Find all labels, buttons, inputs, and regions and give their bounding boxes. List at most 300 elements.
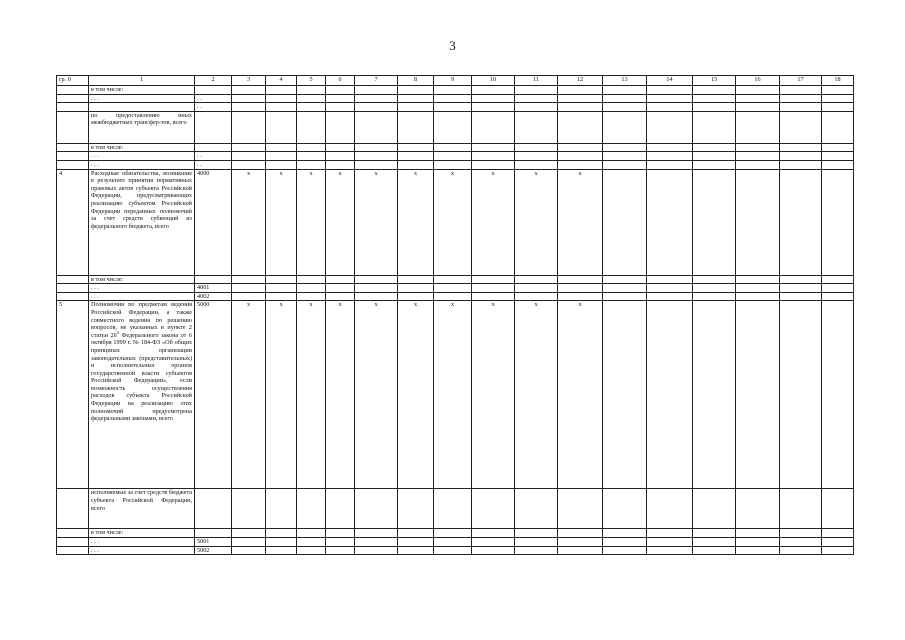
table-row (57, 143, 854, 152)
x-mark-cell: x (515, 301, 558, 489)
header-cell: 17 (780, 76, 822, 86)
code-cell (195, 275, 232, 284)
value-cell (693, 103, 736, 112)
x-mark-cell: x (266, 169, 297, 275)
x-mark-cell: x (232, 169, 266, 275)
description-cell: Расходные обязательства, возникшие в результате принятия нормативных правовых актов субъекта Российской Федерации, предусматривающих реализацию субъектом Российской Федерации переданных полномочий за счет средств субвенций из федерального бюджета, всего (89, 169, 195, 275)
value-cell (736, 103, 780, 112)
value-cell (693, 111, 736, 143)
value-cell (515, 284, 558, 293)
description-cell: . . . (89, 94, 195, 103)
value-cell (434, 546, 472, 555)
value-cell (558, 143, 603, 152)
description-cell: в том числе: (89, 275, 195, 284)
description-cell: в том числе: (89, 86, 195, 95)
value-cell (693, 275, 736, 284)
value-cell (647, 546, 693, 555)
value-cell (603, 169, 647, 275)
value-cell (780, 111, 822, 143)
value-cell (266, 143, 297, 152)
x-mark-cell: x (472, 169, 515, 275)
value-cell (297, 160, 326, 169)
value-cell (266, 94, 297, 103)
value-cell (472, 152, 515, 161)
header-cell: 2 (195, 76, 232, 86)
value-cell (297, 546, 326, 555)
value-cell (472, 292, 515, 301)
value-cell (266, 152, 297, 161)
page-number: 3 (449, 38, 456, 53)
value-cell (558, 275, 603, 284)
value-cell (355, 94, 398, 103)
value-cell (266, 284, 297, 293)
value-cell (822, 537, 854, 546)
header-cell: 14 (647, 76, 693, 86)
value-cell (822, 529, 854, 538)
value-cell (326, 94, 355, 103)
value-cell (780, 94, 822, 103)
x-mark-cell: x (434, 301, 472, 489)
value-cell (326, 111, 355, 143)
value-cell (515, 529, 558, 538)
value-cell (693, 160, 736, 169)
value-cell (780, 169, 822, 275)
value-cell (434, 537, 472, 546)
value-cell (736, 94, 780, 103)
value-cell (434, 489, 472, 529)
header-cell: 9 (434, 76, 472, 86)
value-cell (232, 275, 266, 284)
code-cell (195, 143, 232, 152)
x-mark-cell: x (398, 169, 434, 275)
row-number-cell (57, 143, 89, 152)
row-number-cell (57, 292, 89, 301)
x-mark-cell: x (232, 301, 266, 489)
value-cell (355, 284, 398, 293)
description-cell: по предоставлению иных межбюджетных трансфер-тов, всего (89, 111, 195, 143)
value-cell (326, 546, 355, 555)
value-cell (266, 292, 297, 301)
value-cell (434, 94, 472, 103)
x-mark-cell: x (558, 301, 603, 489)
value-cell (297, 103, 326, 112)
value-cell (297, 86, 326, 95)
value-cell (398, 489, 434, 529)
value-cell (603, 489, 647, 529)
value-cell (472, 143, 515, 152)
value-cell (297, 111, 326, 143)
header-cell: гр. 0 (57, 76, 89, 86)
value-cell (398, 86, 434, 95)
value-cell (647, 152, 693, 161)
value-cell (515, 537, 558, 546)
value-cell (355, 292, 398, 301)
value-cell (780, 143, 822, 152)
x-mark-cell: x (398, 301, 434, 489)
value-cell (780, 103, 822, 112)
value-cell (780, 301, 822, 489)
value-cell (232, 489, 266, 529)
value-cell (515, 103, 558, 112)
value-cell (736, 143, 780, 152)
value-cell (693, 301, 736, 489)
value-cell (355, 152, 398, 161)
value-cell (822, 546, 854, 555)
value-cell (558, 529, 603, 538)
code-cell: 5001 (195, 537, 232, 546)
header-cell: 7 (355, 76, 398, 86)
value-cell (472, 103, 515, 112)
value-cell (647, 169, 693, 275)
code-cell (195, 86, 232, 95)
value-cell (693, 143, 736, 152)
x-mark-cell: x (434, 169, 472, 275)
value-cell (603, 152, 647, 161)
description-cell: . . . (89, 546, 195, 555)
value-cell (603, 275, 647, 284)
x-mark-cell: x (472, 301, 515, 489)
value-cell (693, 537, 736, 546)
value-cell (647, 160, 693, 169)
header-cell: 3 (232, 76, 266, 86)
value-cell (558, 537, 603, 546)
x-mark-cell: x (297, 301, 326, 489)
value-cell (736, 489, 780, 529)
value-cell (326, 537, 355, 546)
code-cell: . . (195, 152, 232, 161)
value-cell (780, 160, 822, 169)
code-cell: 5002 (195, 546, 232, 555)
value-cell (822, 292, 854, 301)
description-cell: . . . (89, 292, 195, 301)
header-cell: 1 (89, 76, 195, 86)
value-cell (297, 489, 326, 529)
value-cell (398, 284, 434, 293)
row-number-cell (57, 284, 89, 293)
value-cell (647, 284, 693, 293)
value-cell (647, 143, 693, 152)
value-cell (297, 537, 326, 546)
value-cell (558, 546, 603, 555)
value-cell (434, 292, 472, 301)
value-cell (355, 160, 398, 169)
value-cell (736, 301, 780, 489)
value-cell (693, 94, 736, 103)
value-cell (736, 292, 780, 301)
header-cell: 8 (398, 76, 434, 86)
description-cell (89, 301, 195, 489)
value-cell (232, 143, 266, 152)
value-cell (398, 529, 434, 538)
value-cell (822, 301, 854, 489)
table-row (57, 489, 854, 529)
x-mark-cell: x (326, 301, 355, 489)
value-cell (297, 529, 326, 538)
value-cell (232, 94, 266, 103)
header-cell: 4 (266, 76, 297, 86)
value-cell (647, 292, 693, 301)
value-cell (472, 529, 515, 538)
x-mark-cell: x (326, 169, 355, 275)
row-number-cell (57, 111, 89, 143)
value-cell (780, 284, 822, 293)
value-cell (558, 292, 603, 301)
value-cell (822, 489, 854, 529)
value-cell (515, 160, 558, 169)
value-cell (398, 546, 434, 555)
value-cell (822, 275, 854, 284)
value-cell (232, 86, 266, 95)
value-cell (472, 284, 515, 293)
value-cell (515, 111, 558, 143)
description-cell: в том числе: (89, 529, 195, 538)
value-cell (822, 94, 854, 103)
value-cell (822, 86, 854, 95)
description-cell: в том числе: (89, 143, 195, 152)
value-cell (603, 301, 647, 489)
value-cell (266, 537, 297, 546)
value-cell (515, 292, 558, 301)
value-cell (232, 529, 266, 538)
value-cell (647, 301, 693, 489)
description-cell: . . . (89, 160, 195, 169)
value-cell (326, 152, 355, 161)
value-cell (647, 537, 693, 546)
x-mark-cell: x (355, 169, 398, 275)
description-cell: исполняемые за счет средств бюджета субъекта Российской Федерации, всего (89, 489, 195, 529)
header-cell: 13 (603, 76, 647, 86)
row-number-cell (57, 529, 89, 538)
value-cell (326, 529, 355, 538)
description-cell: . . . (89, 537, 195, 546)
table-row (57, 103, 854, 112)
value-cell (232, 546, 266, 555)
value-cell (434, 284, 472, 293)
table-row (57, 546, 854, 555)
value-cell (515, 152, 558, 161)
value-cell (780, 86, 822, 95)
value-cell (822, 160, 854, 169)
row-number-cell (57, 489, 89, 529)
value-cell (297, 143, 326, 152)
value-cell (603, 529, 647, 538)
value-cell (398, 537, 434, 546)
value-cell (472, 94, 515, 103)
value-cell (232, 103, 266, 112)
table-row (57, 537, 854, 546)
value-cell (472, 489, 515, 529)
value-cell (822, 111, 854, 143)
value-cell (355, 86, 398, 95)
header-cell: 5 (297, 76, 326, 86)
row-number-cell (57, 103, 89, 112)
row5-text-part: Федерального закона от 6 октября 1999 г. № 184-ФЗ «Об общих принципах организации законодательных (представительных) и исполнительных органов государственной власти субъектов Российской Федерации», если возможность осуществления расходов субъекта Российской Федерации на реализацию этих полномочий предусмотрена федеральными законами, всего (91, 331, 192, 423)
value-cell (693, 284, 736, 293)
value-cell (693, 489, 736, 529)
value-cell (515, 86, 558, 95)
value-cell (558, 111, 603, 143)
value-cell (232, 160, 266, 169)
value-cell (398, 103, 434, 112)
value-cell (266, 529, 297, 538)
row-number-cell: 4 (57, 169, 89, 275)
code-cell: 5000 (195, 301, 232, 489)
value-cell (232, 284, 266, 293)
row-number-cell (57, 546, 89, 555)
header-row (57, 76, 854, 86)
value-cell (297, 152, 326, 161)
description-cell: . . . (89, 284, 195, 293)
value-cell (398, 275, 434, 284)
value-cell (515, 275, 558, 284)
table-row (57, 86, 854, 95)
value-cell (515, 143, 558, 152)
code-cell (195, 111, 232, 143)
value-cell (472, 537, 515, 546)
value-cell (693, 86, 736, 95)
value-cell (472, 160, 515, 169)
header-cell: 6 (326, 76, 355, 86)
value-cell (693, 292, 736, 301)
table-row (57, 275, 854, 284)
value-cell (647, 86, 693, 95)
value-cell (647, 489, 693, 529)
value-cell (326, 86, 355, 95)
value-cell (647, 94, 693, 103)
header-cell: 10 (472, 76, 515, 86)
value-cell (736, 546, 780, 555)
value-cell (736, 275, 780, 284)
value-cell (736, 529, 780, 538)
header-cell: 11 (515, 76, 558, 86)
value-cell (558, 152, 603, 161)
value-cell (558, 103, 603, 112)
value-cell (472, 546, 515, 555)
table-row (57, 292, 854, 301)
value-cell (398, 94, 434, 103)
value-cell (780, 529, 822, 538)
table-row (57, 169, 854, 275)
value-cell (603, 546, 647, 555)
value-cell (603, 94, 647, 103)
value-cell (355, 143, 398, 152)
row5-text-part: Полномочия по предметам ведения Российской Федерации, а также совместного ведения по решению вопросов, не указанных в пункте 2 статьи 26 (91, 301, 192, 339)
row-number-cell (57, 537, 89, 546)
value-cell (232, 111, 266, 143)
value-cell (398, 292, 434, 301)
value-cell (780, 275, 822, 284)
code-cell: . . (195, 103, 232, 112)
value-cell (822, 103, 854, 112)
row-number-cell (57, 160, 89, 169)
value-cell (266, 160, 297, 169)
value-cell (736, 537, 780, 546)
value-cell (297, 94, 326, 103)
value-cell (515, 94, 558, 103)
value-cell (603, 160, 647, 169)
value-cell (398, 152, 434, 161)
value-cell (266, 111, 297, 143)
value-cell (693, 169, 736, 275)
value-cell (603, 292, 647, 301)
value-cell (355, 275, 398, 284)
value-cell (558, 284, 603, 293)
code-cell: 4000 (195, 169, 232, 275)
x-mark-cell: x (297, 169, 326, 275)
value-cell (326, 284, 355, 293)
row-number-cell: 5 (57, 301, 89, 489)
value-cell (326, 489, 355, 529)
value-cell (558, 489, 603, 529)
table-row (57, 284, 854, 293)
value-cell (434, 160, 472, 169)
description-cell (89, 103, 195, 112)
header-cell: 15 (693, 76, 736, 86)
value-cell (647, 275, 693, 284)
value-cell (266, 86, 297, 95)
value-cell (355, 489, 398, 529)
code-cell (195, 489, 232, 529)
value-cell (693, 152, 736, 161)
code-cell: . . (195, 160, 232, 169)
value-cell (355, 537, 398, 546)
value-cell (297, 284, 326, 293)
value-cell (822, 169, 854, 275)
value-cell (434, 111, 472, 143)
value-cell (515, 546, 558, 555)
value-cell (434, 86, 472, 95)
table-row (57, 111, 854, 143)
value-cell (398, 143, 434, 152)
value-cell (326, 103, 355, 112)
value-cell (558, 160, 603, 169)
value-cell (232, 292, 266, 301)
value-cell (736, 160, 780, 169)
description-cell: . . . (89, 152, 195, 161)
value-cell (693, 546, 736, 555)
value-cell (780, 292, 822, 301)
table-row (57, 152, 854, 161)
value-cell (266, 275, 297, 284)
header-cell: 16 (736, 76, 780, 86)
value-cell (297, 292, 326, 301)
row-number-cell (57, 94, 89, 103)
value-cell (736, 284, 780, 293)
value-cell (232, 152, 266, 161)
value-cell (822, 152, 854, 161)
report-table (56, 75, 854, 555)
value-cell (693, 529, 736, 538)
value-cell (355, 103, 398, 112)
table-row (57, 529, 854, 538)
value-cell (434, 152, 472, 161)
value-cell (647, 103, 693, 112)
value-cell (603, 284, 647, 293)
value-cell (647, 111, 693, 143)
value-cell (822, 143, 854, 152)
value-cell (398, 111, 434, 143)
header-cell: 12 (558, 76, 603, 86)
header-cell: 18 (822, 76, 854, 86)
code-cell: . . (195, 94, 232, 103)
value-cell (736, 152, 780, 161)
value-cell (434, 143, 472, 152)
value-cell (326, 292, 355, 301)
value-cell (780, 537, 822, 546)
value-cell (780, 152, 822, 161)
value-cell (266, 489, 297, 529)
value-cell (434, 529, 472, 538)
